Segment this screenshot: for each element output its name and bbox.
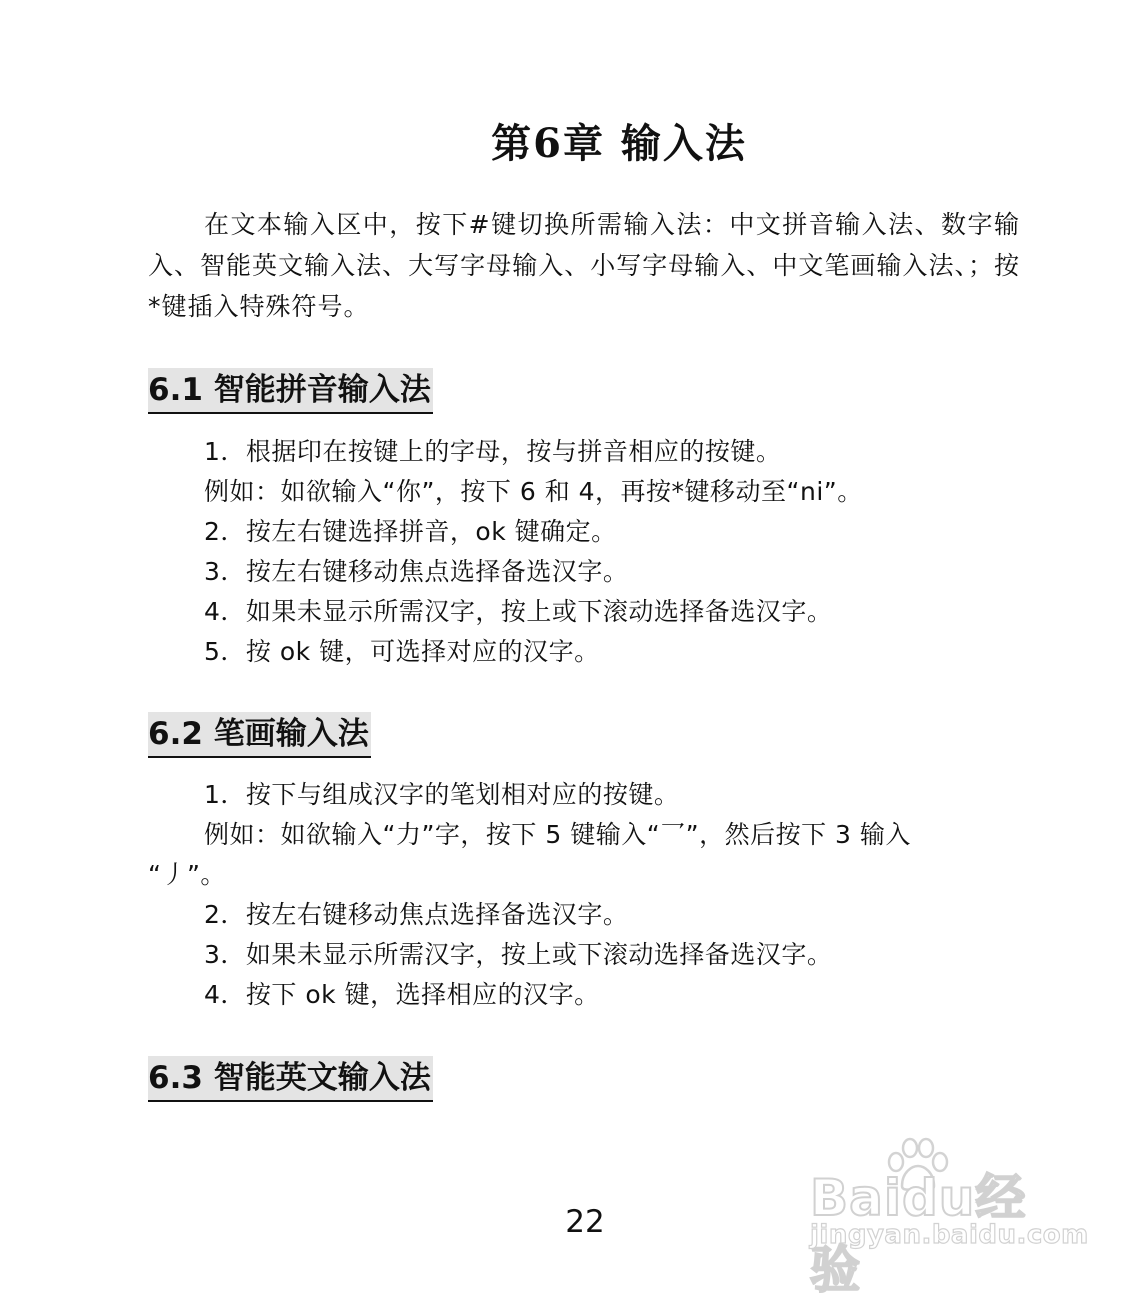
section-heading-6-1: 6.1 智能拼音输入法 <box>148 368 433 414</box>
list-item: 2．按左右键选择拼音，ok 键确定。 <box>204 517 617 546</box>
list-item: 4．如果未显示所需汉字，按上或下滚动选择备选汉字。 <box>204 597 833 626</box>
list-item: 3．如果未显示所需汉字，按上或下滚动选择备选汉字。 <box>204 940 833 969</box>
list-item: 1．根据印在按键上的字母，按与拼音相应的按键。 <box>204 437 782 466</box>
intro-paragraph: 在文本输入区中，按下#键切换所需输入法：中文拼音输入法、数字输入、智能英文输入法、大写字母输入、小写字母输入、中文笔画输入法、；按*键插入特殊符号。 <box>148 210 1020 321</box>
list-item: “丿”。 <box>148 860 226 889</box>
section-heading-6-2: 6.2 笔画输入法 <box>148 712 371 758</box>
list-item: 1．按下与组成汉字的笔划相对应的按键。 <box>204 780 680 809</box>
section-6-1-list <box>148 432 1020 672</box>
list-item: 3．按左右键移动焦点选择备选汉字。 <box>204 557 629 586</box>
watermark-url-text: jingyan.baidu.com <box>810 1220 1089 1250</box>
list-item: 2．按左右键移动焦点选择备选汉字。 <box>204 900 629 929</box>
baidu-watermark <box>806 1136 1089 1299</box>
list-item: 例如：如欲输入“你”，按下 6 和 4，再按*键移动至“ni”。 <box>204 477 863 506</box>
list-item: 例如：如欲输入“力”字，按下 5 键输入“乛”，然后按下 3 输入 <box>204 820 911 849</box>
list-item: 4．按下 ok 键，选择相应的汉字。 <box>204 980 600 1009</box>
section-6-2-list <box>148 775 1020 1015</box>
section-heading-6-3: 6.3 智能英文输入法 <box>148 1056 433 1102</box>
list-item: 5．按 ok 键，可选择对应的汉字。 <box>204 637 600 666</box>
watermark-logo-text: Baidu经验 <box>810 1169 1027 1299</box>
page-number: 22 <box>565 1204 605 1240</box>
chapter-title: 第6章 输入法 <box>491 120 747 167</box>
